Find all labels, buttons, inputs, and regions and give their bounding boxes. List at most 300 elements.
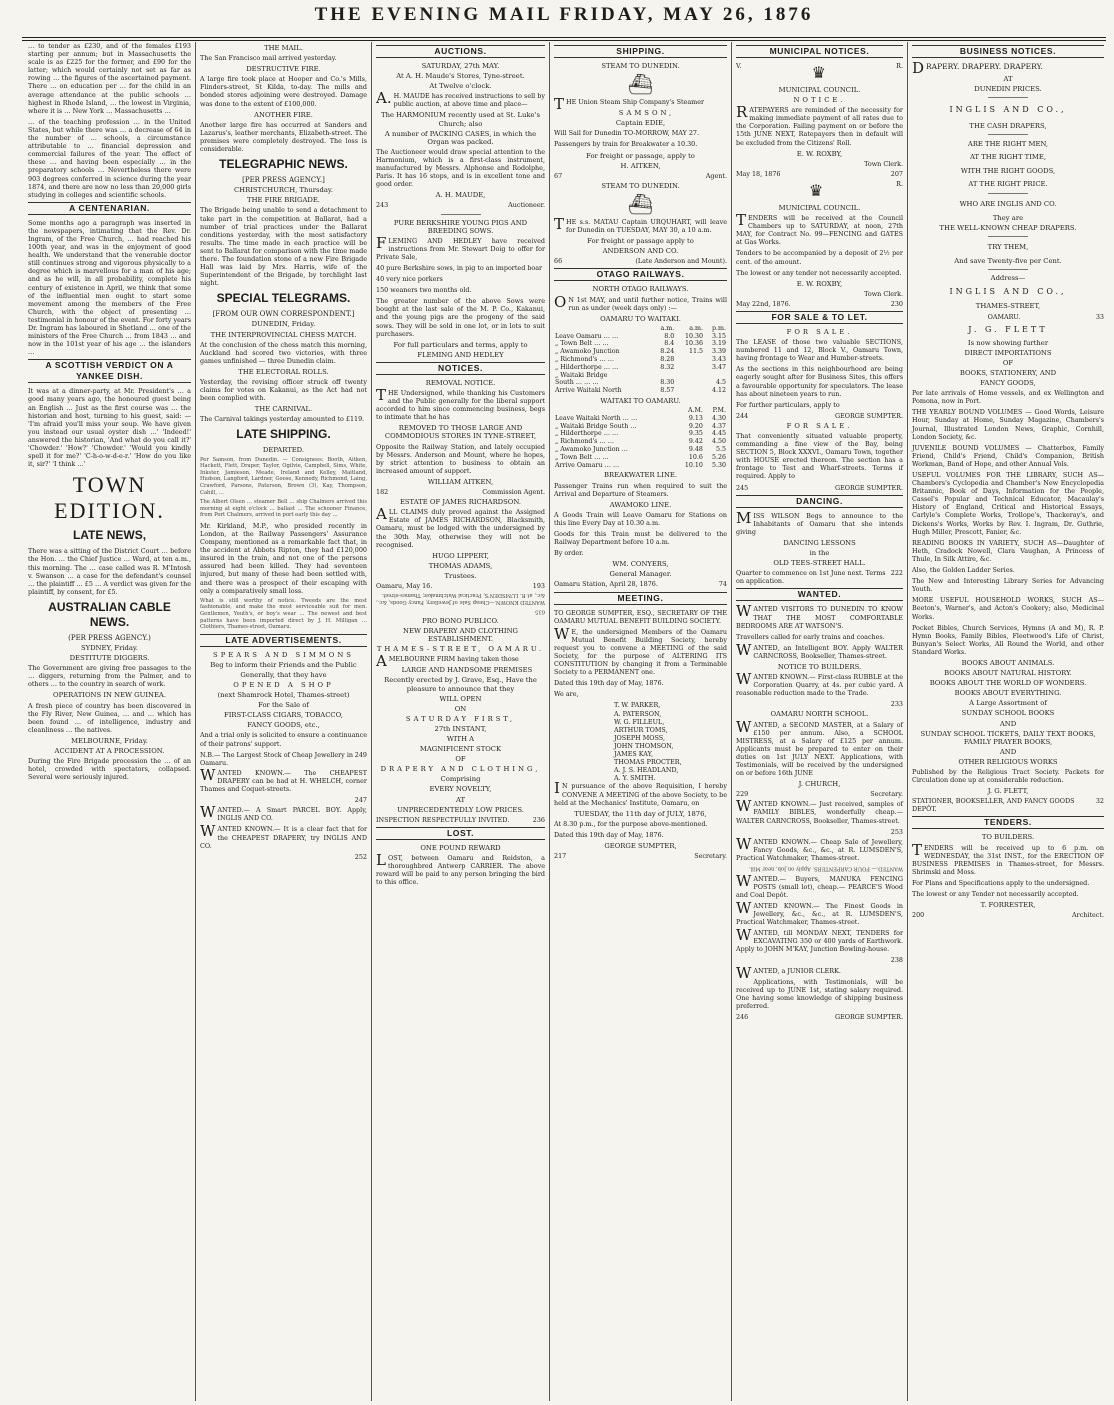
timetable-time: 10.30 (684, 332, 703, 340)
member-name: A. J. S. HEADLAND, (614, 766, 679, 775)
ad-text: The HARMONIUM recently used at St. Luke's Church; also (381, 111, 540, 128)
ad-headline: OLD TEES-STREET HALL. (773, 559, 866, 568)
ad-headline: INGLIS AND CO., (949, 287, 1067, 297)
member-list (554, 701, 727, 782)
ad-headline: SUNDAY SCHOOL TICKETS, DAILY TEXT BOOKS, FAMILY PRAYER BOOKS, (920, 729, 1096, 746)
newspaper-page (24, 42, 1108, 1401)
member-name: W. G. FILLEUL, (614, 717, 665, 726)
steamship-icon: ⛴ (627, 191, 654, 216)
ad-signature: WM. CONYERS, (612, 560, 669, 569)
telegraphic-news-title: TELEGRAPHIC NEWS. (219, 157, 348, 172)
ad-text: READING BOOKS IN VARIETY, SUCH AS—Daughter of Heth, Cradock Nowell, Clara Vaughan, A Princess of Thule, In Silk Attire, &c. (912, 538, 1104, 563)
ad-headline: OTHER RELIGIOUS WORKS (958, 757, 1058, 766)
timetable-row (554, 462, 727, 470)
dateline: SYDNEY, Friday. (80, 643, 139, 652)
column-4 (550, 42, 732, 1401)
ad-text: We are, (554, 690, 579, 699)
crest-icon: ♛ (811, 63, 827, 82)
subheading: DEPARTED. (262, 446, 305, 455)
ad-number: 252 (354, 852, 367, 861)
ad-headline: STEAM TO DUNEDIN. (601, 181, 680, 190)
timetable-time: 3.15 (711, 332, 726, 340)
subheading: THE MAIL. (264, 44, 303, 52)
ad-text: WANTED, an Intelligent BOY. Apply WALTER CARNCROSS, Bookseller, Thames-street. (736, 640, 903, 660)
ad-text: The LEASE of those two valuable SECTIONS, numbered 11 and 12, Block V., Oamaru Town, having frontage to Wear and Humber-streets. (736, 338, 903, 363)
ad-text: Will Sail for Dunedin TO-MORROW, MAY 27. (554, 129, 700, 138)
ad-headline: NORTH OTAGO RAILWAYS. (592, 285, 689, 294)
ad-text: A Large Assortment of (969, 699, 1047, 708)
ad-headline: DRAPERY. DRAPERY. DRAPERY. (912, 59, 1043, 77)
ad-text: Generally, that they have (240, 670, 327, 679)
subheading: DESTRUCTIVE FIRE. (246, 65, 321, 74)
divider (988, 134, 1028, 135)
ad-text: A number of PACKING CASES, in which the Organ was packed. (384, 129, 537, 146)
masthead-title: THE EVENING MAIL FRIDAY, MAY 26, 1876 (314, 4, 814, 25)
ad-headline: BOOKS, STATIONERY, AND (959, 368, 1057, 377)
ad-headline: AT THE RIGHT TIME, (970, 153, 1046, 162)
ad-text: A.H. MAUDE has received instructions to sell by public auction, at above time and place— (376, 89, 545, 109)
ad-text: SATURDAY, 27th MAY. (421, 62, 500, 70)
cable-news-title: AUSTRALIAN CABLE NEWS. (48, 599, 171, 629)
ad-text: Auctioneer. (508, 201, 545, 210)
ad-text: Dated this 19th day of May, 1876. (554, 830, 664, 839)
ad-text: OF (455, 755, 466, 764)
ad-text: ON (454, 704, 467, 713)
ad-text: WE, the undersigned Members of the Oamaru Mutual Benefit Building Society, hereby request you to convene a MEETING of the said Society, for the purpose of ALTERING ITS CONSTITUTION by changing it from a Terminable Society to a PERMANENT one. (554, 624, 727, 677)
section-heading: NOTICES. (376, 362, 545, 375)
ad-text: LOST, between Oamaru and Reidston, a thoroughbred Antwerp CARRIER. The above reward will be paid to any person bringing the bird to this office. (376, 850, 545, 887)
ad-headline: PURE BERKSHIRE YOUNG PIGS AND BREEDING SOWS. (393, 218, 528, 235)
section-heading: MUNICIPAL NOTICES. (736, 45, 903, 58)
ad-text: WANTED KNOWN.— First-class RUBBLE at the Corporation Quarry, at 4s. per cubic yard. A reasonable reduction made to the Trade. (736, 670, 903, 698)
ad-text: WANTED KNOWN.— Just received, samples of FAMILY BIBLES, wonderfully cheap.— WALTER CARNCROSS, Bookseller, Thames-street. (736, 797, 903, 825)
ad-text: For Plans and Specifications apply to the undersigned. (912, 878, 1090, 887)
timetable-station: „ Hilderthorpe … … (555, 430, 619, 438)
section-heading: OTAGO RAILWAYS. (554, 268, 727, 281)
section-heading: A CENTENARIAN. (28, 202, 191, 215)
special-telegrams-title: SPECIAL TELEGRAMS. (216, 291, 351, 306)
ad-signature: T. FORRESTER, (980, 901, 1036, 910)
ad-text: Quarter to commence on 1st June next. Terms on application. (736, 569, 886, 586)
timetable-row (554, 356, 727, 364)
ad-number: 33 (1095, 312, 1104, 321)
member-name: THOMAS PROCTER, (614, 758, 682, 767)
ad-text: WANTED KNOWN.— The CHEAPEST DRAPERY can be had at H. WHELCH, corner Thames and Coquet-streets. (200, 765, 367, 794)
ad-text: At Twelve o'clock. (429, 82, 492, 91)
timetable-header-cell (554, 407, 675, 415)
ad-headline: DUNEDIN PRICES. (974, 85, 1042, 94)
steamship-icon: ⛴ (627, 72, 654, 97)
timetable-header-cell: A.M. (687, 407, 703, 415)
ad-text: Comprising (440, 775, 481, 784)
timetable-header-cell (554, 325, 652, 333)
ad-text: For freight or passage apply to (587, 237, 694, 246)
subheading: DESTITUTE DIGGERS. (69, 654, 150, 663)
ad-text: (Late Anderson and Mount). (635, 257, 727, 266)
section-heading: MEETING. (554, 592, 727, 605)
timetable-station: „ Town Belt … … (555, 340, 609, 348)
ad-headline: AT THE RIGHT PRICE. (968, 179, 1048, 188)
section-heading: LATE ADVERTISEMENTS. (200, 634, 367, 647)
article-text: Another large fire has occurred at Sanders and Lazarus's, leather merchants, Elizabeth-street. The premises were completely destroyed. The loss is considerable. (200, 120, 367, 154)
masthead (22, 4, 1106, 41)
ad-headline: MUNICIPAL COUNCIL. (778, 203, 861, 212)
ad-headline: SATURDAY FIRST, (405, 714, 516, 723)
timetable-time: 8.32 (660, 363, 675, 371)
ad-headline: WITH THE RIGHT GOODS, (960, 166, 1056, 175)
subheading: AWAMOKO LINE. (609, 500, 672, 509)
ad-signature: FLEMING AND HEDLEY (417, 350, 504, 359)
ad-text: By order. (554, 549, 584, 558)
ad-headline: UNPRECEDENTEDLY LOW PRICES. (397, 805, 524, 814)
timetable-time (704, 372, 727, 380)
ad-number: 229 (736, 790, 749, 799)
ad-number: 193 (532, 581, 545, 590)
ad-text: Goods for this Train must be delivered to the Railway Department before 10 a.m. (554, 529, 727, 547)
article-text: … to tender as £230, and of the females £193 starting per annum; but in Massachusetts the scale is as £225 for the former, and £90 for the latter; which would certainly not set as far as rowing … the figures of the ascertained payment. There … on education per … for the child in an average attendance at the public schools … highest in Rhode Island, … the lowest in Virginia, where it is … New York … Massachusetts … (28, 42, 191, 115)
ad-text: FANCY GOODS, etc., (247, 721, 320, 730)
ad-headline: FOR SALE. (786, 327, 853, 336)
ad-headline: ARE THE RIGHT MEN, (967, 140, 1049, 149)
timetable-time: 4.37 (711, 422, 726, 430)
ad-signature: J. CHURCH, (798, 780, 841, 789)
article-text: There was a sitting of the District Court … before the Hon. … the Chief Justice … Ward, at ten a.m., this morning. The … case called was R. M'Intosh v. Swanson … a case for the defendant's counsel … the plaintiff … £5 … A verdict was given for the plaintiff, by consent, for £5. (28, 547, 191, 596)
ad-text: Captain EDIE, (615, 119, 666, 128)
timetable-time: 8.4 (664, 340, 675, 348)
subheading: THE FIRE BRIGADE. (247, 196, 320, 205)
ad-text: INSPECTION RESPECTFULLY INVITED. (376, 815, 510, 824)
section-heading: SHIPPING. (554, 45, 727, 58)
member-name: T. W. PARKER, (614, 701, 661, 710)
timetable-header-cell: a.m. (689, 324, 703, 332)
ad-text: Dated this 19th day of May, 1876. (554, 679, 664, 688)
ad-headline: TRY THEM, (987, 243, 1029, 252)
upside-down-ad: WANTED KNOWN.—Cheap Sale of Jewellery, Fancy Goods, &c., &c., at R. LUMSDEN'S, Practical Watchmaker, Thames-street. (376, 592, 545, 606)
column-5 (732, 42, 908, 1401)
ad-text: For full particulars and terms, apply to (393, 340, 528, 349)
ad-text: WANTED KNOWN.— Cheap Sale of Jewellery, Fancy Goods, &c., &c., at R. LUMSDEN'S, Practical Watchmaker, Thames-street. (736, 834, 903, 862)
ad-headline: STEAM TO DUNEDIN. (601, 62, 680, 70)
article-text: The Brigade being unable to send a detachment to take part in the competition at Ballarat, had a number of trial practices under the Ballarat conditions yesterday, with the most satisfactory results. The time made in each practice will be sent to Ballarat for comparison with the time made there. The foundation stone of a new Fire Brigade Hall was laid by Mrs. Harris, wife of the Superintendent of the Brigade, by torchlight last night. (200, 206, 367, 288)
article-text: At the conclusion of the chess match this morning, Auckland had scored two victories, with three games unfinished — three Dunedin claim. (200, 340, 367, 365)
dateline: MELBOURNE, Friday. (71, 736, 148, 745)
timetable-header-cell: P.M. (712, 407, 726, 415)
timetable-station: Arrive Oamaru … … (555, 461, 620, 469)
ad-text: At A. H. Maude's Stores, Tyne-street. (396, 72, 525, 81)
timetable-time (675, 372, 704, 380)
ad-signature: J. G. FLETT, (987, 787, 1029, 796)
timetable-station: „ Richmond's … … (555, 355, 615, 363)
timetable-time: 9.42 (688, 438, 703, 446)
divider (988, 236, 1028, 237)
ad-text: Town Clerk. (864, 289, 903, 298)
ad-text: IN pursuance of the above Requisition, I hereby CONVENE A MEETING of the above Society, to be held at the Mechanics' Institute, Oamaru, on (554, 779, 727, 807)
column-2 (196, 42, 372, 1401)
ad-number: 238 (890, 956, 903, 965)
timetable-time: 10.6 (688, 453, 703, 461)
ad-headline: THAMES-STREET, OAMARU. (376, 645, 545, 654)
timetable-row (554, 379, 727, 387)
ad-number: 243 (376, 201, 389, 210)
upside-down-ad: WANTED.— FOUR CARPENTERS. Apply on Job, near Mill. (748, 865, 903, 872)
ad-headline: NOTICE. (793, 96, 846, 105)
ad-text: FIRST-CLASS CIGARS, TOBACCO, (224, 711, 343, 720)
ad-text: They are (992, 213, 1024, 222)
timetable-time: 9.20 (688, 422, 703, 430)
ad-signature: GEORGE SUMPTER. (834, 483, 903, 492)
timetable-time: 9.48 (688, 446, 703, 454)
article-text: A fresh piece of country has been discovered in the Fly River, New Guinea, … and … which has been found … of intelligence, industry and cleanliness … the natives. (28, 701, 191, 734)
ad-text: TO GEORGE SUMPTER, ESQ., SECRETARY OF THE OAMARU MUTUAL BENEFIT BUILDING SOCIETY. (554, 608, 727, 625)
timetable-header-cell: a.m. (660, 324, 675, 332)
ad-text: And save Twenty-five per Cent. (954, 257, 1062, 266)
timetable-station: Arrive Waitaki North (555, 387, 622, 395)
member-name: JAMES KAY, (614, 750, 654, 759)
ad-text: Commission Agent. (482, 488, 545, 497)
timetable-time: 4.5 (715, 379, 726, 387)
ad-text: JUVENILE BOUND VOLUMES — Chatterbox, Family Friend, Child's Friend, Child's Companion, British Workman, Band of Hope, and other Annual Vols. (912, 443, 1104, 468)
ad-text: ON 1st MAY, and until further notice, Trains will run as under (week days only) :— (554, 292, 727, 312)
crest-icon: ♛ (808, 180, 824, 200)
ad-headline: OAMARU NORTH SCHOOL. (770, 710, 869, 719)
timetable-header-cell: p.m. (711, 324, 726, 332)
timetable-row (554, 364, 727, 372)
ad-signature: E. W. ROXBY, (796, 279, 843, 288)
article-text: Per Samson, from Dunedin. — Consignees: Booth, Aitken, Hackett, Flett, Draper, Taylor, Ogilvie, Campbell, Sims, White, Inkster, Jamieson, Meade, Ireland and Kelley, Maitland, Hudson, Langford, Lardner, Goose, Kennedy, Richmond, Laing, Crawford, Parsons, Paterson, Brown (3), Kay, Thompson, Cahill, … (200, 456, 367, 496)
ad-text: Published by the Religious Tract Society. Packets for Circulation done up at considerable reduction. (912, 768, 1104, 785)
timetable-time: 3.19 (711, 340, 726, 348)
ad-headline: DIRECT IMPORTATIONS (964, 348, 1052, 357)
article-text: During the Fire Brigade procession the … of an hotel, crowded with spectators, collapsed. Several were seriously injured. (28, 757, 191, 782)
ad-text: WANTED, a JUNIOR CLERK. (736, 963, 841, 982)
ad-headline: J. G. FLETT (968, 324, 1048, 334)
ad-text: Beg to inform their Friends and the Public (210, 660, 357, 669)
section-heading: DANCING. (736, 495, 903, 508)
timetable-row (554, 333, 727, 341)
ad-headline: REMOVAL NOTICE. (425, 378, 496, 387)
ad-text: TENDERS will be received up to 6 p.m. on WEDNESDAY, the 31st INST., for the ERECTION OF BUSINESS PREMISES in Thames-street, for Messrs. Shrimski and Moss. (912, 840, 1104, 876)
ad-text: MISS WILSON Begs to announce to the Inhabitants of Oamaru that she intends giving (736, 508, 903, 536)
ad-headline: OPENED A SHOP (233, 681, 334, 689)
section-heading: TENDERS. (912, 816, 1104, 829)
ad-headline: NEW DRAPERY AND CLOTHING ESTABLISHMENT. (403, 626, 518, 644)
subheading: OPERATIONS IN NEW GUINEA. (53, 691, 166, 700)
ad-headline: BOOKS ABOUT ANIMALS. (961, 658, 1055, 667)
ad-number: 245 (736, 483, 749, 492)
ad-number: 67 (554, 171, 563, 180)
ad-number: 244 (736, 411, 749, 420)
ad-number: 66 (554, 257, 563, 266)
ad-text: THAMES-STREET, (975, 302, 1041, 311)
ad-text: RATEPAYERS are reminded of the necessity for making immediate payment of all rates due to the Corporation. Failing payment on or before the 15th JUNE NEXT, Ratepayers then in default will be excluded from the Citizens' Roll. (736, 103, 903, 147)
timetable-time (675, 364, 704, 372)
divider (441, 214, 481, 215)
ad-text: THE Union Steam Ship Company's Steamer (554, 95, 705, 114)
ad-headline: NOTICE TO BUILDERS. (777, 662, 862, 671)
timetable-time: 3.43 (711, 355, 726, 363)
ad-text: WANTED.— A Smart PARCEL BOY. Apply, INGLIS AND CO. (200, 803, 367, 823)
ad-text: USEFUL VOLUMES FOR THE LIBRARY, SUCH AS—Chambers's Cyclopedia and Chamber's New Encyclopedia Britannic, Book of Days, Information for the People, Cassel's Popular and Technical Educator, Macaulay's History of England, Critical and Historical Essays, Carlyle's Complete Works, Trollope's, Thackeray's, and Dickens's Works, Works by Rev. I. Ingram, Dr. Guthrie, Hugh Miller, Prescott, Fanier, &c. (912, 471, 1104, 536)
ad-text: Trustees. (444, 571, 477, 580)
ad-text: TENDERS will be received at the Council Chambers up to SATURDAY, at noon, 27th MAY, for Contract No. 99—FENCING and GATES at Gas Works. (736, 211, 903, 247)
article-text: What is still worthy of notice. Tweeds are the most fashionable, and make the most serviceable suit for men. Gentlemen, Youth's, or boy's wear … The newest and best patterns have been imported direct by J. H. Milligan … Clothiers, Thames-street, Oamaru. (200, 597, 367, 631)
article-text: Some months ago a paragraph was inserted in the newspapers, intimating that the Rev. Dr. Ingram, of the Free Church, … had reached his 100th year, and was in the enjoyment of good health. We understand that the venerable doctor still continues strong and vigorous physically to a degree which is marvellous for a man of his age; and as he will, in all probability, complete his century of existence in April, we think that some of the influential men ought to start some movement among the members of the Free Church, with the object of presenting … testimonial in honour of the event. For forty years Dr. Ingram has laboured in Shetland … one of the ministers of the Free Church … from 1843 … and now in the 101st year of his age … the islanders … (28, 218, 191, 357)
ad-text: STATIONER, BOOKSELLER, AND FANCY GOODS DEPÔT. (912, 797, 1075, 814)
subheading: THE CARNIVAL. (254, 405, 313, 414)
ad-text: 27th INSTANT, (434, 724, 487, 733)
ad-text: Agent. (705, 171, 727, 180)
ad-text: MORE USEFUL HOUSEHOLD WORKS, SUCH AS—Beeton's, Warner's, and Acton's Cookery; also, Medicinal Works. (912, 596, 1104, 621)
member-name: A. PATERSON, (614, 709, 662, 718)
section-heading: WANTED. (736, 588, 903, 601)
timetable-time (675, 356, 704, 364)
crest-letter: R. (896, 62, 903, 70)
ad-text: May 22nd, 1876. (736, 299, 791, 308)
timetable-station: Leave Waitaki North … … (555, 414, 638, 422)
timetable-time (675, 387, 704, 395)
town-edition-title: TOWN EDITION. (54, 472, 165, 524)
ad-text: 150 weaners two months old. (376, 286, 472, 295)
ad-text: THE CASH DRAPERS, (969, 122, 1047, 131)
timetable-row (554, 372, 727, 380)
timetable-time: 4.45 (711, 430, 726, 438)
article-text: The Government are giving free passages to the … diggers, returning from the Palmer, and to others … to the country in search of work. (28, 664, 191, 689)
ad-text: Address— (990, 274, 1026, 283)
timetable-time: 8.0 (664, 332, 675, 340)
timetable-time: 9.13 (688, 414, 703, 422)
ad-text: Oamaru, May 16. (376, 581, 433, 590)
ad-text: For further particulars, apply to (736, 400, 840, 409)
ad-headline: EVERY NOVELTY, (429, 785, 492, 794)
section-heading: LOST. (376, 827, 545, 840)
timetable-station: „ Richmond's … … (555, 438, 615, 446)
ad-text: AT (1003, 75, 1013, 83)
ad-text: 40 pure Berkshire sows, in pig to an imported boar (376, 263, 543, 272)
crest-letter: R. (896, 179, 903, 188)
ad-number: 233 (890, 700, 903, 709)
ad-text: That conveniently situated valuable property, commanding a fine view of the Bay, being SECTION 5, Block XXXVI., Oamaru Town, together with HOUSE erected thereon. The section has a frontage to Test and Wharf-streets. Terms if required. Apply to (736, 432, 903, 481)
ad-text: AND (999, 719, 1017, 728)
ad-text: As the sections in this neighbourhood are being eagerly sought after for Business Sites, this offers a favourable opportunity for speculators. The lease has about nineteen years to run. (736, 365, 903, 398)
member-name: JOSEPH MOSS, (614, 733, 665, 742)
ad-text: THE YEARLY BOUND VOLUMES — Good Words, Leisure Hour, Sunday at Home, Sunday Magazine, Chambers's Journal, Illustrated London News, Graphic, Cornhill, London Society, &c. (912, 408, 1104, 441)
ad-number: 246 (736, 1013, 749, 1022)
divider (988, 193, 1028, 194)
member-name: A. Y. SMITH. (614, 774, 656, 783)
timetable-time (675, 379, 704, 387)
column-1 (24, 42, 196, 1401)
ad-text: The lowest or any tender not necessarily accepted. (736, 268, 902, 277)
ad-text: Passenger Trains run when required to suit the Arrival and Departure of Steamers. (554, 481, 727, 498)
timetable-row (554, 340, 727, 348)
ad-headline: INGLIS AND CO., (949, 105, 1067, 115)
timetable-time (652, 372, 675, 380)
article-text: A large fire took place at Hooper and Co.'s Mills, Flinders-street, St Kilda, to-day. The mills and bonded stores adjoining were destroyed. Damage was done to the extent of £100,000. (200, 75, 367, 108)
timetable-time: 10.10 (684, 461, 703, 469)
timetable-station: South … … … (555, 379, 599, 387)
section-heading: FOR SALE & TO LET. (736, 311, 903, 324)
ad-number: 236 (532, 815, 545, 824)
timetable-time: 4.12 (711, 387, 726, 395)
ad-text: And a trial only is solicited to ensure a continuance of their patrons' support. (200, 731, 367, 748)
timetable-station: „ Town Belt … … (555, 453, 609, 461)
section-heading: A SCOTTISH VERDICT ON A YANKEE DISH. (28, 359, 191, 383)
timetable-time: 10.36 (684, 340, 703, 348)
ad-number: 182 (376, 488, 389, 497)
ad-text: The greater number of the above Sows were bought at the last sale of the M. P. Co., Kakanui, and the young pigs are the progeny of the said sows. They will be sold in one lot, or in lots to suit purchasers. (376, 297, 545, 338)
ad-text: Applications, with Testimonials, will be received up to JUNE 1st, stating salary required. One having some knowledge of shipping business preferred. (736, 977, 903, 1010)
ad-text: Is now showing further (967, 338, 1049, 347)
ad-headline: ONE POUND REWARD (420, 843, 501, 852)
ad-text: WANTED VISITORS TO DUNEDIN TO KNOW THAT THE MOST COMFORTABLE BEDROOMS ARE AT WATSON'S. (736, 602, 903, 630)
ad-signature: WILLIAM AITKEN, (427, 477, 494, 486)
timetable-time: 4.30 (711, 414, 726, 422)
late-news-title: LATE NEWS, (72, 528, 147, 543)
ad-number: 249 (354, 750, 367, 759)
article-text: Mr. Kirkland, M.P., who presided recently in London, at the Railway Passengers' Assurance Company, mentioned as a remarkable fact that, in the accident at Abbots Ripton, they had £120,000 insured in the train, and not one of the persons assured had been killed. They had seventeen injured, but many of these had been settled with, and there was a prospect of their escaping with only a comparatively small loss. (200, 521, 367, 595)
ad-text: Architect. (1072, 911, 1104, 920)
ad-text: ALL CLAIMS duly proved against the Assigned Estate of JAMES RICHARDSON, Blacksmith, Oamaru, must be lodged with the undersigned by the 30th May, otherwise they will not be recognised. (376, 505, 545, 549)
ad-text: AT (455, 795, 466, 804)
ad-text: Opposite the Railway Station, and lately occupied by Messrs. Anderson and Mount, where he hopes, by strict attention to business to obtain an increased amount of support. (376, 442, 545, 475)
divider (988, 97, 1028, 98)
article-text: The San Francisco mail arrived yesterday. (200, 54, 337, 63)
ad-signature: THOMAS ADAMS, (428, 561, 493, 570)
ad-text: Oamaru Station, April 28, 1876. (554, 580, 658, 589)
section-heading: BUSINESS NOTICES. (912, 45, 1104, 58)
masthead-rule (22, 37, 1106, 38)
timetable-time: 8.30 (660, 379, 675, 387)
royal-crest (736, 180, 903, 202)
ad-text: 40 very nice porkers (376, 275, 443, 284)
timetable-time: 5.30 (711, 461, 726, 469)
ad-text: The lowest or any Tender not necessarily accepted. (912, 890, 1079, 899)
ad-headline: SUNDAY SCHOOL BOOKS (961, 709, 1055, 718)
ad-text: FLEMING AND HEDLEY have received instructions from Mr. Stewart Doig to offer for Private Sale, (376, 233, 545, 261)
ad-number: 253 (890, 827, 903, 836)
ad-signature: GEORGE SUMPTER. (834, 1013, 903, 1022)
ad-text: WANTED KNOWN.— The Finest Goods in Jewellery, &c., &c., at R. LUMSDEN'S, Practical Watchmaker, Thames-street. (736, 898, 903, 927)
article-text: It was at a dinner-party, at Mr. President's … a good many years ago, the honoured guest being an English … Just as the first course was … the historian and host, turning to his guest, said: — 'I'm afraid you'll miss your soup. We have given you instead our usual oyster dish …' 'Indeed!' answered the historian, 'And what do you call it?' 'Chowder.' 'How?' 'Chowder.' 'Would you kindly spell it for me?' 'C-h-o-w-d-e-r.' 'How do you like it, sir?' 'I think …' (28, 387, 191, 469)
ad-headline: FOR SALE. (786, 421, 853, 430)
timetable-row (554, 446, 727, 454)
column-6 (908, 42, 1108, 1401)
ad-headline: SAMSON, (618, 109, 675, 118)
ad-text: Pocket Bibles, Church Services, Hymns (A and M), R. P. Hymn Books, Family Bibles, Fleetwood's Life of Christ, Bunyan's Select Works, All Round the World, and other Standard Works. (912, 623, 1104, 656)
crest-letter: V. (736, 62, 742, 70)
ad-headline: BOOKS ABOUT EVERYTHING. (954, 689, 1062, 698)
article-text: The Albert Olsen … steamer Bell … ship Chalmers arrived this morning at eight o'clock … ballast … The schooner Finance, from Port Chalmers, arrived in port early this day … (200, 499, 367, 519)
ad-number: 200 (912, 911, 925, 920)
ad-text: in the (809, 549, 830, 558)
dateline: CHRISTCHURCH, Thursday. (233, 186, 334, 195)
ad-number: 207 (890, 169, 903, 178)
ad-text: TUESDAY, the 11th day of JULY, 1876, (574, 809, 707, 818)
section-heading: AUCTIONS. (376, 45, 545, 58)
member-name: JOHN THOMSON, (614, 741, 674, 750)
article-text: Yesterday, the revising officer struck off twenty claims for votes on Kakanui, as the Act had not been complied with. (200, 378, 367, 403)
ad-number: 217 (554, 852, 567, 861)
timetable-time: 8.24 (660, 348, 675, 356)
ad-text: WITH A (446, 734, 475, 743)
timetable-time: 11.5 (688, 348, 703, 356)
timetable-time: 8.28 (660, 355, 675, 363)
ad-headline: DANCING LESSONS (783, 538, 856, 547)
ad-headline: TO BUILDERS. (981, 833, 1035, 842)
ad-text: For freight or passage, apply to (586, 151, 695, 160)
ad-text: General Manager. (609, 570, 672, 579)
ad-text: Also, the Golden Ladder Series. (912, 566, 1015, 575)
